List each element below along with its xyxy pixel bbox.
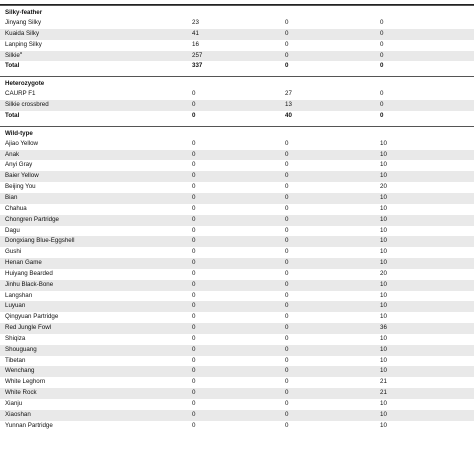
breed-name-text: Bian <box>5 193 18 201</box>
count-cell: 0 <box>285 410 289 418</box>
section-title: Wild-type <box>5 129 33 137</box>
breed-name-text: Luyuan <box>5 302 26 310</box>
breed-name-text: Shiqiza <box>5 334 26 342</box>
count-cell: 0 <box>380 90 384 98</box>
breed-name-text: Shouguang <box>5 345 37 353</box>
breed-name-text: Tibetan <box>5 356 26 364</box>
count-cell: 10 <box>380 150 387 158</box>
table-row <box>0 100 474 111</box>
count-cell: 0 <box>192 183 196 191</box>
count-cell: 10 <box>380 356 387 364</box>
breed-name <box>5 247 21 258</box>
count-cell: 0 <box>192 356 196 364</box>
count-cell: 0 <box>285 19 289 26</box>
table-row <box>0 356 474 367</box>
table-row <box>0 160 474 171</box>
breed-name <box>5 139 38 150</box>
count-cell: 0 <box>285 215 289 223</box>
section-heading <box>0 126 474 139</box>
count-cell: 0 <box>192 324 196 332</box>
breed-name <box>5 51 22 62</box>
count-cell: 0 <box>192 204 196 212</box>
breed-name <box>5 18 41 29</box>
count-cell: 0 <box>192 302 196 310</box>
breed-name <box>5 388 37 399</box>
table-row <box>0 334 474 345</box>
breed-name <box>5 226 20 237</box>
count-cell: 10 <box>380 259 387 267</box>
breed-name-text: Wenchang <box>5 367 35 375</box>
count-cell: 0 <box>285 280 289 288</box>
count-cell: 0 <box>285 313 289 321</box>
breed-name-text: Lanping Silky <box>5 40 42 48</box>
breed-name-text: Ajiao Yellow <box>5 139 39 147</box>
count-cell: 10 <box>380 248 387 256</box>
count-cell: 0 <box>285 172 289 180</box>
count-cell: 0 <box>285 367 289 375</box>
count-cell: 0 <box>285 291 289 299</box>
count-cell: 0 <box>192 345 196 353</box>
count-cell: 10 <box>380 400 387 407</box>
count-cell: 10 <box>380 204 387 212</box>
count-cell: 0 <box>192 150 196 158</box>
count-cell: 0 <box>285 259 289 267</box>
count-cell: 0 <box>380 29 384 37</box>
breed-name-text: Langshan <box>5 291 33 299</box>
table-row <box>0 150 474 161</box>
count-cell: 16 <box>192 40 199 48</box>
count-cell: 0 <box>192 410 196 418</box>
count-cell: 0 <box>192 193 196 201</box>
count-cell: 0 <box>285 183 289 191</box>
breed-name <box>5 182 36 193</box>
breed-name <box>5 312 58 323</box>
count-cell: 0 <box>192 248 196 256</box>
count-cell: 0 <box>285 334 289 342</box>
table-row <box>0 323 474 334</box>
count-cell: 0 <box>285 345 289 353</box>
breed-name-text: Huiyang Bearded <box>5 269 53 277</box>
section-heading <box>0 5 474 18</box>
count-cell: 0 <box>380 40 384 48</box>
count-cell: 10 <box>380 215 387 223</box>
table-row <box>0 171 474 182</box>
table-row <box>0 258 474 269</box>
breed-name-text: Silkie crossbred <box>5 101 49 109</box>
count-cell: 0 <box>285 161 289 169</box>
count-cell: 40 <box>285 111 292 119</box>
breed-name <box>5 89 36 100</box>
table-row <box>0 345 474 356</box>
count-cell: 0 <box>285 139 289 147</box>
breed-name <box>5 334 25 345</box>
breed-name <box>5 171 39 182</box>
count-cell: 0 <box>380 62 384 70</box>
table-row <box>0 388 474 399</box>
count-cell: 0 <box>192 101 196 109</box>
count-cell: 20 <box>380 269 387 277</box>
table-row <box>0 399 474 410</box>
table-row <box>0 226 474 237</box>
table-row <box>0 215 474 226</box>
count-cell: 0 <box>285 324 289 332</box>
count-cell: 0 <box>285 51 289 59</box>
count-cell: 0 <box>192 90 196 98</box>
count-cell: 0 <box>285 150 289 158</box>
table-row <box>0 410 474 421</box>
table-row <box>0 366 474 377</box>
count-cell: 10 <box>380 313 387 321</box>
table-row <box>0 89 474 100</box>
count-cell: 0 <box>192 259 196 267</box>
count-cell: 10 <box>380 345 387 353</box>
count-cell: 23 <box>192 19 199 26</box>
count-cell: 0 <box>285 421 289 429</box>
breed-name-text: Gushi <box>5 248 22 256</box>
breed-name <box>5 291 32 302</box>
table-row <box>0 301 474 312</box>
count-cell: 10 <box>380 161 387 169</box>
total-row <box>0 61 474 72</box>
count-cell: 0 <box>285 40 289 48</box>
breed-name-text: Jinhu Black-Bone <box>5 280 54 288</box>
count-cell: 10 <box>380 334 387 342</box>
breed-name <box>5 215 59 226</box>
table-row <box>0 18 474 29</box>
count-cell: 0 <box>192 269 196 277</box>
breed-name <box>5 40 42 51</box>
breed-name-text: Yunnan Partridge <box>5 421 53 429</box>
count-cell: 0 <box>192 313 196 321</box>
total-row <box>0 111 474 122</box>
table-row <box>0 182 474 193</box>
count-cell: 0 <box>285 356 289 364</box>
table-row <box>0 51 474 62</box>
count-cell: 0 <box>192 378 196 386</box>
section-heading <box>0 76 474 89</box>
breed-name <box>5 61 19 72</box>
count-cell: 0 <box>380 111 384 119</box>
count-cell: 0 <box>192 215 196 223</box>
count-cell: 0 <box>192 161 196 169</box>
count-cell: 0 <box>285 389 289 397</box>
table-body <box>0 5 474 432</box>
table-row <box>0 29 474 40</box>
table-row <box>0 291 474 302</box>
count-cell: 10 <box>380 172 387 180</box>
count-cell: 0 <box>192 226 196 234</box>
breed-name <box>5 269 53 280</box>
breed-name <box>5 421 53 432</box>
count-cell: 0 <box>192 111 196 119</box>
breed-name-text: White Leghorn <box>5 378 46 386</box>
breed-name <box>5 111 19 122</box>
count-cell: 13 <box>285 101 292 109</box>
count-cell: 10 <box>380 421 387 429</box>
count-cell: 20 <box>380 183 387 191</box>
breed-name-text: White Rock <box>5 389 37 397</box>
breed-name-text: Total <box>5 111 20 119</box>
breed-name-text: Henan Game <box>5 259 42 267</box>
breed-name <box>5 301 25 312</box>
table-row <box>0 269 474 280</box>
count-cell: 0 <box>192 367 196 375</box>
count-cell: 21 <box>380 378 387 386</box>
breed-name <box>5 366 34 377</box>
count-cell: 0 <box>285 62 289 70</box>
count-cell: 10 <box>380 410 387 418</box>
breed-name <box>5 100 49 111</box>
count-cell: 41 <box>192 29 199 37</box>
table-row <box>0 377 474 388</box>
table-row <box>0 139 474 150</box>
count-cell: 257 <box>192 51 203 59</box>
breed-name <box>5 323 51 334</box>
breed-name-text: Silkie <box>5 51 20 59</box>
breed-name <box>5 345 37 356</box>
count-cell: 0 <box>380 51 384 59</box>
breed-name <box>5 399 22 410</box>
count-cell: 0 <box>380 101 384 109</box>
breed-name-text: Baier Yellow <box>5 172 39 180</box>
count-cell: 10 <box>380 367 387 375</box>
count-cell: 0 <box>192 139 196 147</box>
breed-name <box>5 204 27 215</box>
count-cell: 0 <box>285 204 289 212</box>
table-row <box>0 421 474 432</box>
breed-name <box>5 377 45 388</box>
count-cell: 0 <box>192 237 196 245</box>
breed-name-text: Red Jungle Fowl <box>5 324 52 332</box>
table-row <box>0 40 474 51</box>
count-cell: 10 <box>380 280 387 288</box>
count-cell: 0 <box>285 269 289 277</box>
breed-name-text: Kuaida Silky <box>5 29 40 37</box>
count-cell: 0 <box>192 334 196 342</box>
breed-name-text: Dongxiang Blue-Eggshell <box>5 237 75 245</box>
section-title: Heterozygote <box>5 80 45 88</box>
breed-name-text: Beijing You <box>5 183 36 191</box>
table-row <box>0 204 474 215</box>
footnote-marker: a <box>19 49 23 55</box>
count-cell: 0 <box>285 226 289 234</box>
breed-name <box>5 160 32 171</box>
breed-name-text: Dagu <box>5 226 20 234</box>
count-cell: 10 <box>380 302 387 310</box>
count-cell: 0 <box>285 29 289 37</box>
table-row <box>0 280 474 291</box>
count-cell: 0 <box>285 302 289 310</box>
count-cell: 0 <box>192 280 196 288</box>
count-cell: 0 <box>192 421 196 429</box>
count-cell: 36 <box>380 324 387 332</box>
section-title: Silky-feather <box>5 9 43 16</box>
breed-name <box>5 29 39 40</box>
count-cell: 0 <box>285 193 289 201</box>
breed-name <box>5 356 25 367</box>
breed-name <box>5 193 17 204</box>
table-row <box>0 312 474 323</box>
breed-name-text: Chongren Partridge <box>5 215 60 223</box>
breed-name-text: Qingyuan Partridge <box>5 313 59 321</box>
breed-name-text: Total <box>5 62 20 70</box>
breed-name <box>5 258 42 269</box>
count-cell: 0 <box>380 19 384 26</box>
count-cell: 0 <box>192 291 196 299</box>
count-cell: 21 <box>380 389 387 397</box>
count-cell: 0 <box>285 400 289 407</box>
count-cell: 337 <box>192 62 203 70</box>
breed-name <box>5 236 74 247</box>
count-cell: 0 <box>285 237 289 245</box>
table-row <box>0 247 474 258</box>
count-cell: 10 <box>380 291 387 299</box>
table-row <box>0 236 474 247</box>
count-cell: 27 <box>285 90 292 98</box>
breed-name <box>5 150 19 161</box>
count-cell: 0 <box>192 400 196 407</box>
count-cell: 10 <box>380 226 387 234</box>
count-cell: 0 <box>285 378 289 386</box>
count-cell: 10 <box>380 139 387 147</box>
count-cell: 10 <box>380 193 387 201</box>
count-cell: 0 <box>192 172 196 180</box>
breed-name <box>5 410 31 421</box>
count-cell: 10 <box>380 237 387 245</box>
breed-name-text: Anak <box>5 150 20 158</box>
count-cell: 0 <box>285 248 289 256</box>
breed-name <box>5 280 53 291</box>
breed-name-text: Jinyang Silky <box>5 19 42 26</box>
breed-name-text: Anyi Gray <box>5 161 33 169</box>
breed-name-text: Xiaoshan <box>5 410 31 418</box>
table-row <box>0 193 474 204</box>
breed-name-text: Chahua <box>5 204 27 212</box>
breed-name-text: Xianju <box>5 400 23 407</box>
breed-name-text: CAURP F1 <box>5 90 36 98</box>
count-cell: 0 <box>192 389 196 397</box>
